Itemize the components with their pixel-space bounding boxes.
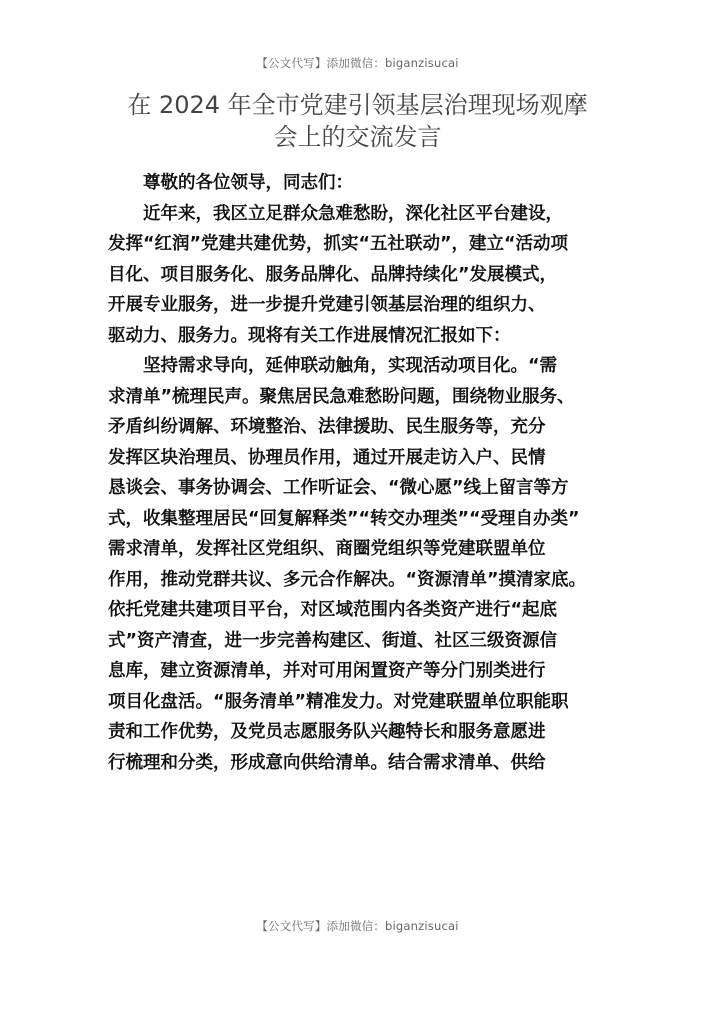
paragraph-line: 驱动力、服务力。现将有关工作进展情况汇报如下：	[108, 325, 511, 346]
title-line-1: 在 2024 年全市党建引领基层治理现场观摩	[127, 91, 588, 119]
paragraph-line: 项目化盘活。“服务清单”精准发力。对党建联盟单位职能职	[108, 691, 569, 712]
paragraph-line: 式，收集整理居民“回复解释类”“转交办理类”“受理自办类”	[108, 508, 580, 529]
paragraph-line: 开展专业服务，进一步提升党建引领基层治理的组织力、	[108, 295, 546, 315]
paragraph-line: 责和工作优势，及党员志愿服务队兴趣特长和服务意愿进	[108, 722, 546, 742]
paragraph-line: 近年来，我区立足群众急难愁盼，深化社区平台建设，	[143, 203, 563, 224]
footer-watermark-note: 【公文代写】添加微信：biganzisucai	[256, 919, 459, 933]
document-body	[108, 168, 618, 778]
header-watermark-note: 【公文代写】添加微信：biganzisucai	[256, 56, 459, 70]
paragraph-line: 需求清单，发挥社区党组织、商圈党组织等党建联盟单位	[108, 539, 546, 559]
paragraph-line: 发挥“红润”党建共建优势，抓实“五社联动”，建立“活动项	[108, 234, 569, 254]
paragraph-line: 求清单”梳理民声。聚焦居民急难愁盼问题，围绕物业服务、	[108, 386, 575, 407]
paragraph-line: 恳谈会、事务协调会、工作听证会、“微心愿”线上留言等方	[108, 478, 569, 498]
paragraph-line: 矛盾纠纷调解、环境整治、法律援助、民生服务等，充分	[108, 417, 546, 437]
paragraph-line: 式”资产清查，进一步完善构建区、街道、社区三级资源信	[108, 630, 557, 651]
salutation-line: 尊敬的各位领导，同志们：	[143, 173, 353, 193]
paragraph-line: 息库，建立资源清单，并对可用闲置资产等分门别类进行	[108, 661, 546, 681]
paragraph-line: 依托党建共建项目平台，对区域范围内各类资产进行“起底	[108, 600, 557, 620]
paragraph-line: 坚持需求导向，延伸联动触角，实现活动项目化。“需	[143, 356, 557, 376]
paragraph-line: 目化、项目服务化、服务品牌化、品牌持续化”发展模式，	[108, 264, 557, 285]
paragraph-line: 行梳理和分类，形成意向供给清单。结合需求清单、供给	[108, 752, 546, 773]
document-title	[0, 89, 715, 153]
title-line-2: 会上的交流发言	[273, 123, 442, 151]
paragraph-line: 作用，推动党群共议、多元合作解决。“资源清单”摸清家底。	[108, 569, 587, 590]
paragraph-line: 发挥区块治理员、协理员作用，通过开展走访入户、民情	[108, 447, 546, 468]
